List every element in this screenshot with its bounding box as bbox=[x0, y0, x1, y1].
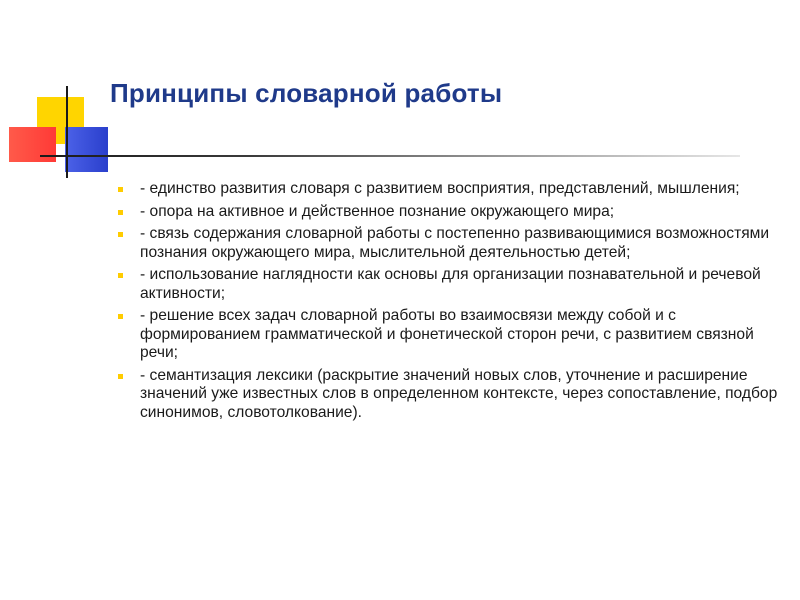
bullet-square-icon bbox=[118, 187, 123, 192]
bullet-text: - единство развития словаря с развитием восприятия, представлений, мышления; bbox=[140, 180, 740, 197]
bullet-list bbox=[118, 180, 778, 426]
decor-blue-square bbox=[65, 127, 108, 172]
bullet-item bbox=[118, 180, 778, 199]
bullet-item bbox=[118, 367, 778, 423]
bullet-item bbox=[118, 203, 778, 222]
bullet-square-icon bbox=[118, 273, 123, 278]
bullet-item bbox=[118, 307, 778, 363]
bullet-item bbox=[118, 225, 778, 262]
title-underline bbox=[40, 155, 740, 157]
bullet-text: - использование наглядности как основы для организации познавательной и речевой активности; bbox=[140, 266, 761, 302]
bullet-text: - семантизация лексики (раскрытие значений новых слов, уточнение и расширение значений уже известных слов в определенном контексте, через сопоставление, подбор синонимов, словотолкование). bbox=[140, 366, 778, 421]
slide-title: Принципы словарной работы bbox=[110, 78, 503, 108]
decor-vertical-line bbox=[66, 86, 68, 178]
bullet-square-icon bbox=[118, 314, 123, 319]
bullet-item bbox=[118, 266, 778, 303]
bullet-square-icon bbox=[118, 232, 123, 237]
bullet-square-icon bbox=[118, 374, 123, 379]
bullet-square-icon bbox=[118, 210, 123, 215]
bullet-text: - решение всех задач словарной работы во взаимосвязи между собой и с формированием грамматической и фонетической сторон речи, с развитием связной речи; bbox=[140, 307, 754, 361]
bullet-text: - связь содержания словарной работы с постепенно развивающимися возможностями познания окружающего мира, мыслительной деятельностью детей; bbox=[140, 225, 770, 261]
bullet-text: - опора на активное и действенное познание окружающего мира; bbox=[140, 202, 615, 220]
